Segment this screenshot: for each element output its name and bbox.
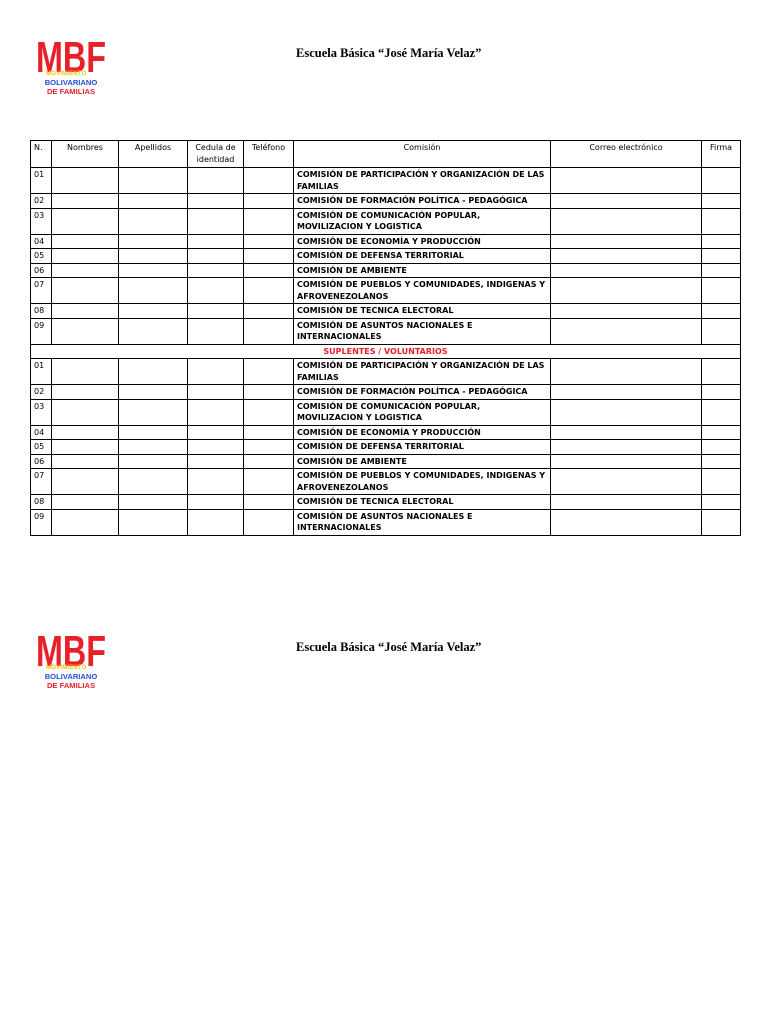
row-number: 03 xyxy=(31,399,52,425)
comision-cell: COMISIÓN DE FORMACIÓN POLÍTICA - PEDAGÓGICA xyxy=(294,194,551,209)
cedula-cell[interactable] xyxy=(188,278,244,304)
table-row xyxy=(31,168,741,194)
logo-line-1: BOLIVARIANO xyxy=(44,78,98,87)
firma-cell[interactable] xyxy=(702,249,741,264)
row-number: 02 xyxy=(31,385,52,400)
telefono-cell[interactable] xyxy=(244,359,294,385)
table-row xyxy=(31,234,741,249)
firma-cell[interactable] xyxy=(702,359,741,385)
cedula-cell[interactable] xyxy=(188,440,244,455)
table-row xyxy=(31,318,741,344)
nombres-cell[interactable] xyxy=(52,399,119,425)
mbf-logo-letters: MBF xyxy=(36,628,106,670)
firma-cell[interactable] xyxy=(702,278,741,304)
header-apellidos: Apellidos xyxy=(119,141,188,168)
telefono-cell[interactable] xyxy=(244,454,294,469)
table-row xyxy=(31,304,741,319)
row-number: 06 xyxy=(31,454,52,469)
cedula-cell[interactable] xyxy=(188,208,244,234)
firma-cell[interactable] xyxy=(702,469,741,495)
table-row xyxy=(31,425,741,440)
table-row xyxy=(31,399,741,425)
nombres-cell[interactable] xyxy=(52,168,119,194)
comision-cell: COMISIÓN DE PUEBLOS Y COMUNIDADES, INDIGENAS Y AFROVENEZOLANOS xyxy=(294,469,551,495)
cedula-cell[interactable] xyxy=(188,194,244,209)
row-number: 01 xyxy=(31,359,52,385)
firma-cell[interactable] xyxy=(702,194,741,209)
header-cedula: Cedula de identidad xyxy=(188,141,244,168)
cedula-cell[interactable] xyxy=(188,425,244,440)
correo-cell[interactable] xyxy=(551,509,702,535)
correo-cell[interactable] xyxy=(551,385,702,400)
apellidos-cell[interactable] xyxy=(119,469,188,495)
suplentes-separator: SUPLENTES / VOLUNTARIOS xyxy=(31,344,741,359)
correo-cell[interactable] xyxy=(551,278,702,304)
nombres-cell[interactable] xyxy=(52,509,119,535)
header-nombres: Nombres xyxy=(52,141,119,168)
table-row xyxy=(31,263,741,278)
cedula-cell[interactable] xyxy=(188,318,244,344)
correo-cell[interactable] xyxy=(551,168,702,194)
correo-cell[interactable] xyxy=(551,304,702,319)
header-telefono: Teléfono xyxy=(244,141,294,168)
logo-line-1: BOLIVARIANO xyxy=(44,672,98,681)
row-number: 07 xyxy=(31,469,52,495)
header-firma: Firma xyxy=(702,141,741,168)
nombres-cell[interactable] xyxy=(52,385,119,400)
firma-cell[interactable] xyxy=(702,234,741,249)
row-number: 03 xyxy=(31,208,52,234)
telefono-cell[interactable] xyxy=(244,399,294,425)
firma-cell[interactable] xyxy=(702,440,741,455)
table-row xyxy=(31,495,741,510)
cedula-cell[interactable] xyxy=(188,168,244,194)
cedula-cell[interactable] xyxy=(188,495,244,510)
comision-cell: COMISIÓN DE ECONOMÍA Y PRODUCCIÓN xyxy=(294,234,551,249)
table-row xyxy=(31,385,741,400)
comision-cell: COMISIÓN DE AMBIENTE xyxy=(294,263,551,278)
logo-line-2: DE FAMILIAS xyxy=(46,87,96,96)
nombres-cell[interactable] xyxy=(52,263,119,278)
nombres-cell[interactable] xyxy=(52,304,119,319)
header-comision: Comisión xyxy=(294,141,551,168)
school-title-second: Escuela Básica “José María Velaz” xyxy=(296,640,482,654)
nombres-cell[interactable] xyxy=(52,469,119,495)
nombres-cell[interactable] xyxy=(52,495,119,510)
row-number: 02 xyxy=(31,194,52,209)
telefono-cell[interactable] xyxy=(244,278,294,304)
nombres-cell[interactable] xyxy=(52,454,119,469)
correo-cell[interactable] xyxy=(551,194,702,209)
correo-cell[interactable] xyxy=(551,208,702,234)
firma-cell[interactable] xyxy=(702,495,741,510)
table-row xyxy=(31,208,741,234)
firma-cell[interactable] xyxy=(702,318,741,344)
apellidos-cell[interactable] xyxy=(119,194,188,209)
apellidos-cell[interactable] xyxy=(119,385,188,400)
telefono-cell[interactable] xyxy=(244,385,294,400)
comision-cell: COMISIÓN DE PARTICIPACIÓN Y ORGANIZACIÓN DE LAS FAMILIAS xyxy=(294,168,551,194)
apellidos-cell[interactable] xyxy=(119,399,188,425)
logo-line-2: DE FAMILIAS xyxy=(46,681,96,690)
table-row xyxy=(31,194,741,209)
comision-cell: COMISIÓN DE AMBIENTE xyxy=(294,454,551,469)
cedula-cell[interactable] xyxy=(188,234,244,249)
table-row xyxy=(31,469,741,495)
apellidos-cell[interactable] xyxy=(119,359,188,385)
table-row xyxy=(31,359,741,385)
apellidos-cell[interactable] xyxy=(119,249,188,264)
correo-cell[interactable] xyxy=(551,440,702,455)
apellidos-cell[interactable] xyxy=(119,318,188,344)
telefono-cell[interactable] xyxy=(244,208,294,234)
apellidos-cell[interactable] xyxy=(119,168,188,194)
row-number: 04 xyxy=(31,425,52,440)
comision-cell: COMISIÓN DE FORMACIÓN POLÍTICA - PEDAGÓGICA xyxy=(294,385,551,400)
nombres-cell[interactable] xyxy=(52,425,119,440)
nombres-cell[interactable] xyxy=(52,208,119,234)
logo-small-text: MOVIMIENTO xyxy=(46,665,87,671)
comision-cell: COMISIÓN DE TECNICA ELECTORAL xyxy=(294,304,551,319)
telefono-cell[interactable] xyxy=(244,263,294,278)
correo-cell[interactable] xyxy=(551,318,702,344)
nombres-cell[interactable] xyxy=(52,440,119,455)
firma-cell[interactable] xyxy=(702,304,741,319)
school-title: Escuela Básica “José María Velaz” xyxy=(296,46,482,60)
firma-cell[interactable] xyxy=(702,208,741,234)
mbf-logo-mark xyxy=(36,34,106,76)
row-number: 05 xyxy=(31,249,52,264)
apellidos-cell[interactable] xyxy=(119,509,188,535)
firma-cell[interactable] xyxy=(702,263,741,278)
table-row xyxy=(31,249,741,264)
row-number: 05 xyxy=(31,440,52,455)
telefono-cell[interactable] xyxy=(244,495,294,510)
comision-cell: COMISIÓN DE TECNICA ELECTORAL xyxy=(294,495,551,510)
cedula-cell[interactable] xyxy=(188,359,244,385)
apellidos-cell[interactable] xyxy=(119,440,188,455)
firma-cell[interactable] xyxy=(702,454,741,469)
row-number: 01 xyxy=(31,168,52,194)
logo-small-text: MOVIMIENTO xyxy=(46,71,87,77)
telefono-cell[interactable] xyxy=(244,304,294,319)
correo-cell[interactable] xyxy=(551,469,702,495)
telefono-cell[interactable] xyxy=(244,249,294,264)
nombres-cell[interactable] xyxy=(52,359,119,385)
comision-cell: COMISIÓN DE COMUNICACIÓN POPULAR, MOVILIZACION Y LOGISTICA xyxy=(294,399,551,425)
apellidos-cell[interactable] xyxy=(119,208,188,234)
telefono-cell[interactable] xyxy=(244,509,294,535)
nombres-cell[interactable] xyxy=(52,234,119,249)
telefono-cell[interactable] xyxy=(244,440,294,455)
nombres-cell[interactable] xyxy=(52,278,119,304)
cedula-cell[interactable] xyxy=(188,263,244,278)
correo-cell[interactable] xyxy=(551,425,702,440)
correo-cell[interactable] xyxy=(551,263,702,278)
firma-cell[interactable] xyxy=(702,385,741,400)
correo-cell[interactable] xyxy=(551,399,702,425)
cedula-cell[interactable] xyxy=(188,385,244,400)
apellidos-cell[interactable] xyxy=(119,495,188,510)
comision-cell: COMISIÓN DE ECONOMÍA Y PRODUCCIÓN xyxy=(294,425,551,440)
apellidos-cell[interactable] xyxy=(119,304,188,319)
table-row xyxy=(31,278,741,304)
nombres-cell[interactable] xyxy=(52,194,119,209)
apellidos-cell[interactable] xyxy=(119,425,188,440)
comision-cell: COMISIÓN DE DEFENSA TERRITORIAL xyxy=(294,440,551,455)
firma-cell[interactable] xyxy=(702,399,741,425)
comision-cell: COMISIÓN DE COMUNICACIÓN POPULAR, MOVILIZACION Y LOGISTICA xyxy=(294,208,551,234)
table-header-row xyxy=(31,141,741,168)
telefono-cell[interactable] xyxy=(244,168,294,194)
firma-cell[interactable] xyxy=(702,425,741,440)
comision-cell: COMISIÓN DE PUEBLOS Y COMUNIDADES, INDIGENAS Y AFROVENEZOLANOS xyxy=(294,278,551,304)
apellidos-cell[interactable] xyxy=(119,234,188,249)
correo-cell[interactable] xyxy=(551,234,702,249)
telefono-cell[interactable] xyxy=(244,318,294,344)
telefono-cell[interactable] xyxy=(244,469,294,495)
row-number: 09 xyxy=(31,318,52,344)
correo-cell[interactable] xyxy=(551,454,702,469)
comision-cell: COMISIÓN DE ASUNTOS NACIONALES E INTERNACIONALES xyxy=(294,509,551,535)
apellidos-cell[interactable] xyxy=(119,263,188,278)
mbf-logo-letters: MBF xyxy=(36,34,106,76)
table-row xyxy=(31,454,741,469)
firma-cell[interactable] xyxy=(702,509,741,535)
apellidos-cell[interactable] xyxy=(119,278,188,304)
cedula-cell[interactable] xyxy=(188,399,244,425)
correo-cell[interactable] xyxy=(551,495,702,510)
cedula-cell[interactable] xyxy=(188,249,244,264)
row-number: 08 xyxy=(31,495,52,510)
comision-cell: COMISIÓN DE PARTICIPACIÓN Y ORGANIZACIÓN DE LAS FAMILIAS xyxy=(294,359,551,385)
firma-cell[interactable] xyxy=(702,168,741,194)
telefono-cell[interactable] xyxy=(244,194,294,209)
row-number: 09 xyxy=(31,509,52,535)
cedula-cell[interactable] xyxy=(188,509,244,535)
correo-cell[interactable] xyxy=(551,359,702,385)
apellidos-cell[interactable] xyxy=(119,454,188,469)
row-number: 07 xyxy=(31,278,52,304)
table-row xyxy=(31,509,741,535)
telefono-cell[interactable] xyxy=(244,425,294,440)
nombres-cell[interactable] xyxy=(52,318,119,344)
nombres-cell[interactable] xyxy=(52,249,119,264)
commission-table xyxy=(30,140,741,536)
row-number: 06 xyxy=(31,263,52,278)
telefono-cell[interactable] xyxy=(244,234,294,249)
cedula-cell[interactable] xyxy=(188,454,244,469)
cedula-cell[interactable] xyxy=(188,304,244,319)
comision-cell: COMISIÓN DE DEFENSA TERRITORIAL xyxy=(294,249,551,264)
mbf-logo-mark xyxy=(36,628,106,670)
comision-cell: COMISIÓN DE ASUNTOS NACIONALES E INTERNACIONALES xyxy=(294,318,551,344)
header-correo: Correo electrónico xyxy=(551,141,702,168)
cedula-cell[interactable] xyxy=(188,469,244,495)
header-n: N. xyxy=(31,141,52,168)
correo-cell[interactable] xyxy=(551,249,702,264)
table-row xyxy=(31,440,741,455)
row-number: 04 xyxy=(31,234,52,249)
row-number: 08 xyxy=(31,304,52,319)
separator-row xyxy=(31,344,741,359)
